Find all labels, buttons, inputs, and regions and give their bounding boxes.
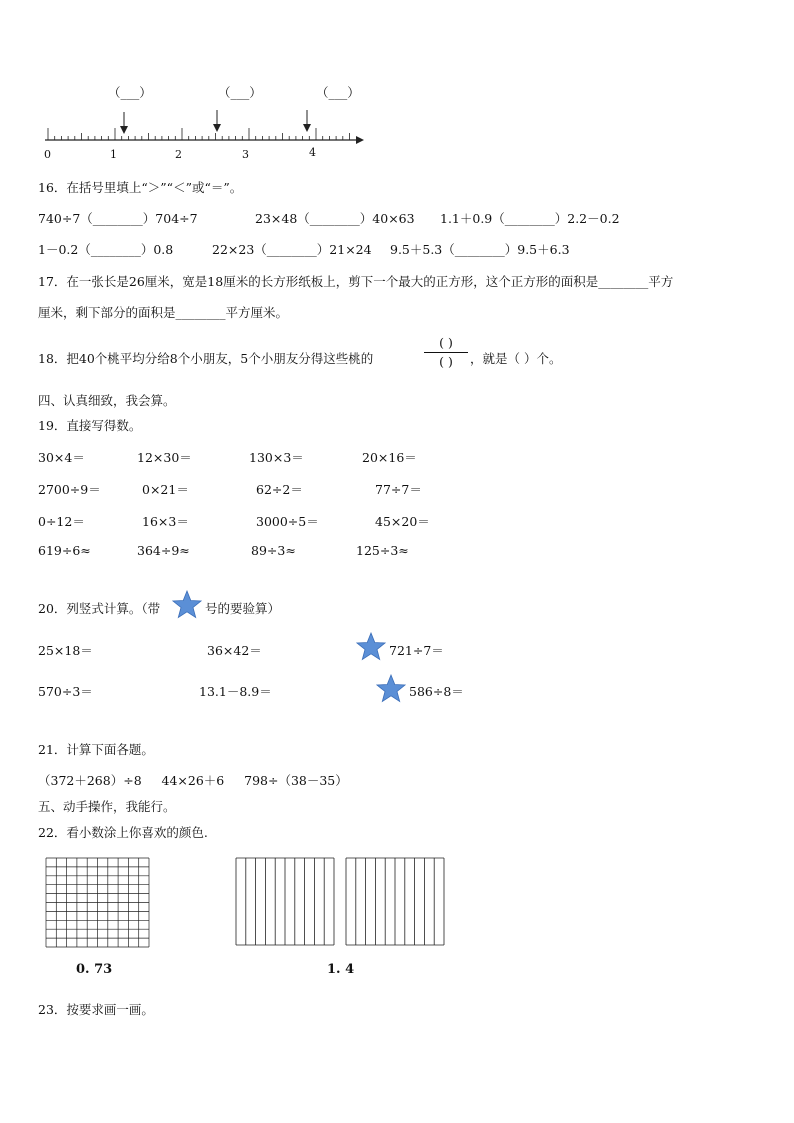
q16-title: 16．在括号里填上“＞”“＜”或“＝”。: [38, 180, 243, 195]
tick-label-4: 4: [309, 146, 316, 159]
q20-item[interactable]: 721÷7＝: [389, 643, 444, 658]
q20-item[interactable]: 25×18＝: [38, 643, 93, 658]
q18-text-before: 18．把40个桃平均分给8个小朋友，5个小朋友分得这些桃的: [38, 351, 374, 366]
q19-item[interactable]: 619÷6≈: [38, 543, 91, 558]
q19-item[interactable]: 89÷3≈: [251, 543, 296, 558]
q18-text-after[interactable]: ，就是（ ）个。: [470, 351, 562, 366]
q19-item[interactable]: 125÷3≈: [356, 543, 409, 558]
q23-title: 23．按要求画一画。: [38, 1002, 154, 1017]
q22-label-a: 0. 73: [76, 962, 113, 977]
q19-item[interactable]: 77÷7＝: [375, 482, 422, 497]
tick-label-0: 0: [44, 148, 51, 161]
number-line-blank-1[interactable]: （___）: [108, 85, 152, 100]
tick-label-1: 1: [110, 148, 117, 161]
q19-item[interactable]: 0×21＝: [142, 482, 189, 497]
q18-denominator[interactable]: ( ): [439, 354, 453, 369]
q20-title-part-a: 20．列竖式计算。（带: [38, 601, 161, 616]
q19-item[interactable]: 62÷2＝: [256, 482, 303, 497]
q19-item[interactable]: 20×16＝: [362, 450, 417, 465]
q18-fraction[interactable]: [424, 335, 468, 370]
q19-item[interactable]: 130×3＝: [249, 450, 304, 465]
q20-title-part-b: 号的要验算）: [205, 601, 281, 616]
q16-item-3[interactable]: 1.1＋0.9（________）2.2－0.2: [440, 211, 620, 226]
q22-label-b: 1. 4: [327, 962, 355, 977]
section-4-heading: 四、认真细致，我会算。: [38, 393, 176, 408]
star-icon: [356, 632, 386, 662]
star-icon: [172, 590, 202, 620]
tick-label-2: 2: [175, 148, 182, 161]
q17-line-1[interactable]: 17．在一张长是26厘米，宽是18厘米的长方形纸板上，剪下一个最大的正方形，这个正方形的面积是________平方: [38, 274, 674, 289]
q19-item[interactable]: 16×3＝: [142, 514, 189, 529]
q22-title: 22．看小数涂上你喜欢的颜色.: [38, 825, 208, 840]
q20-item[interactable]: 13.1－8.9＝: [199, 684, 272, 699]
q19-item[interactable]: 364÷9≈: [137, 543, 190, 558]
q20-item[interactable]: 36×42＝: [207, 643, 262, 658]
tenths-strip-1[interactable]: [235, 857, 335, 947]
q21-items[interactable]: （372＋268）÷8 44×26＋6 798÷（38－35）: [38, 773, 348, 788]
tenths-strip-2[interactable]: [345, 857, 445, 947]
q16-item-5[interactable]: 22×23（________）21×24: [212, 242, 372, 257]
q20-item[interactable]: 586÷8＝: [409, 684, 464, 699]
hundred-grid[interactable]: [45, 857, 151, 949]
q21-title: 21．计算下面各题。: [38, 742, 154, 757]
fraction-bar: [424, 352, 468, 353]
q16-item-1[interactable]: 740÷7（________）704÷7: [38, 211, 198, 226]
q16-item-6[interactable]: 9.5＋5.3（________）9.5＋6.3: [390, 242, 570, 257]
tick-label-3: 3: [242, 148, 249, 161]
q19-item[interactable]: 30×4＝: [38, 450, 85, 465]
section-5-heading: 五、动手操作，我能行。: [38, 799, 176, 814]
q19-item[interactable]: 0÷12＝: [38, 514, 85, 529]
q16-item-2[interactable]: 23×48（________）40×63: [255, 211, 415, 226]
q19-item[interactable]: 2700÷9＝: [38, 482, 101, 497]
q19-item[interactable]: 3000÷5＝: [256, 514, 319, 529]
q19-title: 19．直接写得数。: [38, 418, 142, 433]
q19-item[interactable]: 12×30＝: [137, 450, 192, 465]
q16-item-4[interactable]: 1－0.2（________）0.8: [38, 242, 174, 257]
number-line-blank-2[interactable]: （___）: [218, 85, 262, 100]
q20-item[interactable]: 570÷3＝: [38, 684, 93, 699]
q18-numerator[interactable]: ( ): [439, 335, 453, 350]
q17-line-2[interactable]: 厘米，剩下部分的面积是________平方厘米。: [38, 305, 289, 320]
number-line-blank-3[interactable]: （___）: [316, 85, 360, 100]
star-icon: [376, 674, 406, 704]
q19-item[interactable]: 45×20＝: [375, 514, 430, 529]
number-line-svg: [40, 108, 370, 148]
